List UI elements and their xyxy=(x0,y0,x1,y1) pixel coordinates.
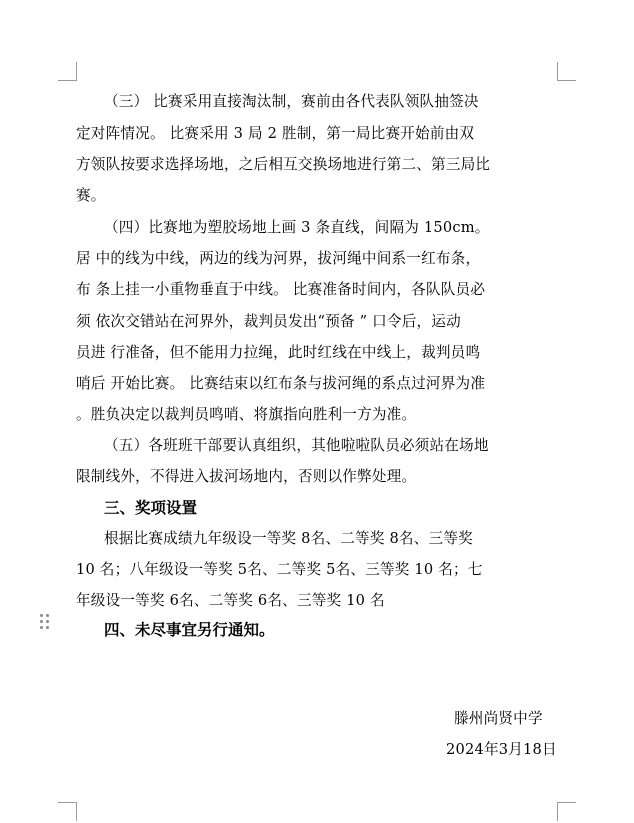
paragraph-3-line: 定对阵情况。 比赛采用 3 局 2 胜制，第一局比赛开始前由双 xyxy=(76,125,475,142)
crop-mark-top-right xyxy=(557,62,576,81)
drag-handle-icon[interactable] xyxy=(40,614,50,630)
awards-line: 年级设一等奖 6名、二等奖 6名、三等奖 10 名 xyxy=(76,592,385,609)
crop-mark-bottom-left xyxy=(58,802,77,821)
paragraph-3-line: 方领队按要求选择场地，之后相互交换场地进行第二、第三局比 xyxy=(76,156,491,173)
paragraph-4-line: （四）比赛地为塑胶场地上画 3 条直线，间隔为 150cm。 xyxy=(104,219,490,236)
awards-line: 根据比赛成绩九年级设一等奖 8名、二等奖 8名、三等奖 xyxy=(104,530,473,547)
signature: 滕州尚贤中学 xyxy=(454,710,543,727)
paragraph-4-line: 居 中的线为中线，两边的线为河界，拔河绳中间系一红布条， xyxy=(76,250,481,267)
awards-line: 10 名；八年级设一等奖 5名、二等奖 5名、三等奖 10 名；七 xyxy=(76,561,483,578)
paragraph-4-line: 须 依次交错站在河界外，裁判员发出“预备 ” 口令后，运动 xyxy=(76,313,461,330)
document-date: 2024年3月18日 xyxy=(446,741,557,758)
paragraph-4-line: 。胜负决定以裁判员鸣哨、将旗指向胜利一方为准。 xyxy=(76,406,417,423)
paragraph-3-line: 赛。 xyxy=(76,187,106,204)
paragraph-4-line: 员进 行准备，但不能用力拉绳，此时红线在中线上，裁判员鸣 xyxy=(76,344,481,361)
paragraph-5-line: 限制线外，不得进入拔河场地内，否则以作弊处理。 xyxy=(76,468,417,485)
paragraph-5-line: （五）各班班干部要认真组织，其他啦啦队员必须站在场地 xyxy=(104,437,489,454)
paragraph-4-line: 哨后 开始比赛。 比赛结束以红布条与拔河绳的系点过河界为准 xyxy=(76,375,486,392)
section-heading-misc: 四、未尽事宜另行通知。 xyxy=(104,621,275,639)
crop-mark-bottom-right xyxy=(557,802,576,821)
section-heading-awards: 三、奖项设置 xyxy=(104,499,198,517)
crop-mark-top-left xyxy=(58,62,77,81)
paragraph-4-line: 布 条上挂一小重物垂直于中线。 比赛准备时间内，各队队员必 xyxy=(76,281,486,298)
paragraph-3-line: （三） 比赛采用直接淘汰制，赛前由各代表队领队抽签决 xyxy=(104,93,479,110)
